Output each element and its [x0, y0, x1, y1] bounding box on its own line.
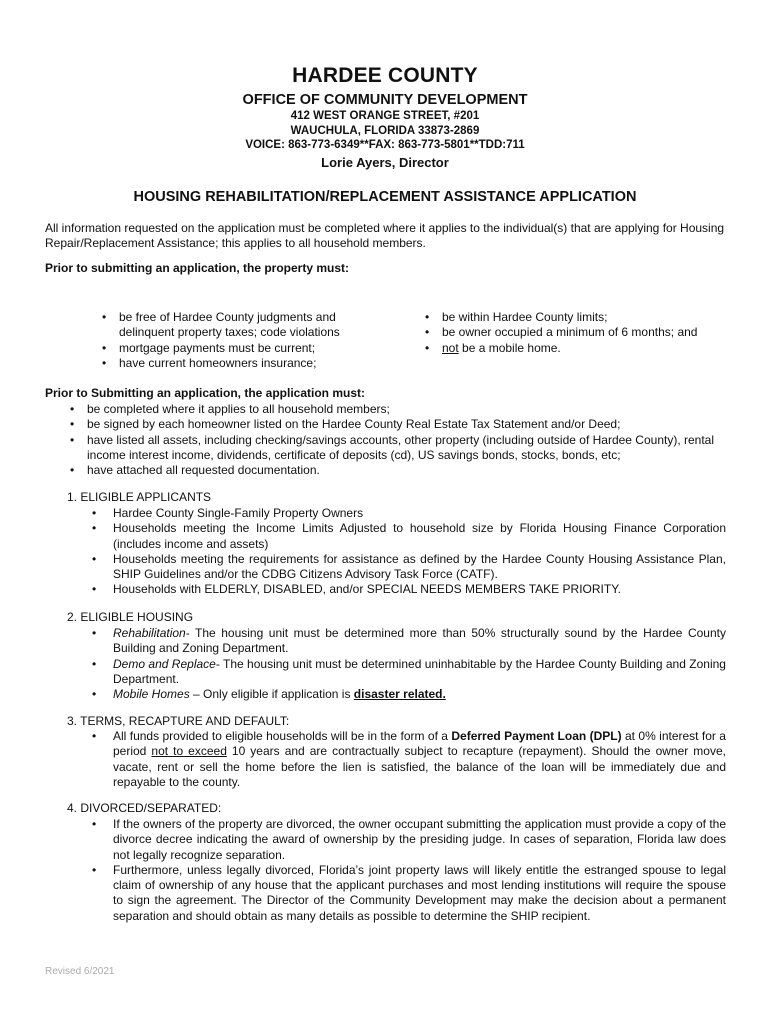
county-title: HARDEE COUNTY	[292, 64, 478, 87]
list-item: • have attached all requested documentation.	[70, 463, 320, 478]
terms-list	[88, 729, 726, 790]
list-item: • mortgage payments must be current;	[102, 340, 316, 355]
phone-numbers: VOICE: 863-773-6349**FAX: 863-773-5801**TDD:711	[245, 139, 525, 151]
property-requirements-heading: Prior to submitting an application, the property must:	[45, 261, 350, 275]
list-item: • Demo and Replace- The housing unit must be determined uninhabitable by the Hardee County Building and Zoning Department.	[92, 656, 726, 686]
street-address: 412 WEST ORANGE STREET, #201	[290, 110, 480, 122]
section-heading-divorced: 4. DIVORCED/SEPARATED:	[67, 801, 222, 815]
property-requirements-left	[97, 310, 367, 371]
list-item: • If the owners of the property are divorced, the owner occupant submitting the application must provide a copy of the divorce decree indicating the award of ownership by the presiding judge. In cases of separation, Florida law does not legally recognize separation.	[92, 817, 727, 862]
list-item: • Rehabilitation- The housing unit must be determined more than 50% structurally sound by the Hardee County Building and Zoning Department.	[92, 626, 726, 656]
section-heading-terms: 3. TERMS, RECAPTURE AND DEFAULT:	[67, 714, 290, 728]
eligible-applicants-list	[88, 506, 726, 598]
list-item: • be free of Hardee County judgments and delinquent property taxes; code violations	[102, 310, 340, 340]
eligible-housing-list	[88, 626, 726, 702]
office-name: OFFICE OF COMMUNITY DEVELOPMENT	[242, 92, 528, 108]
list-item: • be owner occupied a minimum of 6 months; and	[425, 325, 698, 340]
divorced-list	[88, 817, 726, 924]
list-item: • be completed where it applies to all household members;	[70, 402, 390, 416]
list-item: • Hardee County Single-Family Property Owners	[92, 506, 364, 520]
list-item: • All funds provided to eligible households will be in the form of a Deferred Payment Loan (DPL) at 0% interest for a period not to exceed 10 years and are contractually subject to recapture (repayment). Should the owner move, vacate, rent or sell the home before the lien is satisfied, the balance of the loan will be immediately due and repayable to the county.	[92, 729, 726, 789]
list-item: • be signed by each homeowner listed on the Hardee County Real Estate Tax Statement and/or Deed;	[70, 417, 621, 432]
list-item: • be within Hardee County limits;	[425, 310, 608, 324]
director-name: Lorie Ayers, Director	[321, 155, 449, 170]
section-heading-eligible-housing: 2. ELIGIBLE HOUSING	[67, 610, 194, 624]
intro-paragraph: All information requested on the application must be completed where it applies to the individual(s) that are applying for Housing Repair/Replacement Assistance; this applies to all household members.	[45, 221, 725, 250]
revision-footer: Revised 6/2021	[45, 966, 115, 977]
list-item: • have current homeowners insurance;	[102, 355, 317, 370]
list-item: • Households with ELDERLY, DISABLED, and/or SPECIAL NEEDS MEMBERS TAKE PRIORITY.	[92, 582, 621, 597]
application-requirements-heading: Prior to Submitting an application, the application must:	[45, 386, 366, 400]
list-item: • not be a mobile home.	[425, 340, 561, 355]
section-heading-eligible-applicants: 1. ELIGIBLE APPLICANTS	[67, 490, 212, 504]
application-requirements-list	[65, 402, 730, 478]
list-item: • Mobile Homes – Only eligible if application is disaster related.	[92, 687, 446, 702]
city-address: WAUCHULA, FLORIDA 33873-2869	[290, 125, 480, 137]
list-item: • Households meeting the Income Limits Adjusted to household size by Florida Housing Finance Corporation (includes income and assets)	[92, 521, 726, 551]
document-title: HOUSING REHABILITATION/REPLACEMENT ASSISTANCE APPLICATION	[133, 189, 637, 205]
list-item: • have listed all assets, including checking/savings accounts, other property (including outside of Hardee County), rental income interest income, dividends, certificate of deposits (cd), US savings bonds, stocks, bonds, etc;	[70, 432, 715, 462]
list-item: • Households meeting the requirements for assistance as defined by the Hardee County Housing Assistance Plan, SHIP Guidelines and/or the CDBG Citizens Advisory Task Force (CATF).	[92, 551, 726, 582]
property-requirements-right	[420, 310, 710, 356]
list-item: • Furthermore, unless legally divorced, Florida’s joint property laws will likely entitle the estranged spouse to legal claim of ownership of any house that the applicant purchases and most lending institutions will require the spouse to sign the agreement. The Director of the Community Development may make the decision about a permanent separation and should obtain as many details as possible to determine the SHIP recipient.	[92, 862, 726, 923]
